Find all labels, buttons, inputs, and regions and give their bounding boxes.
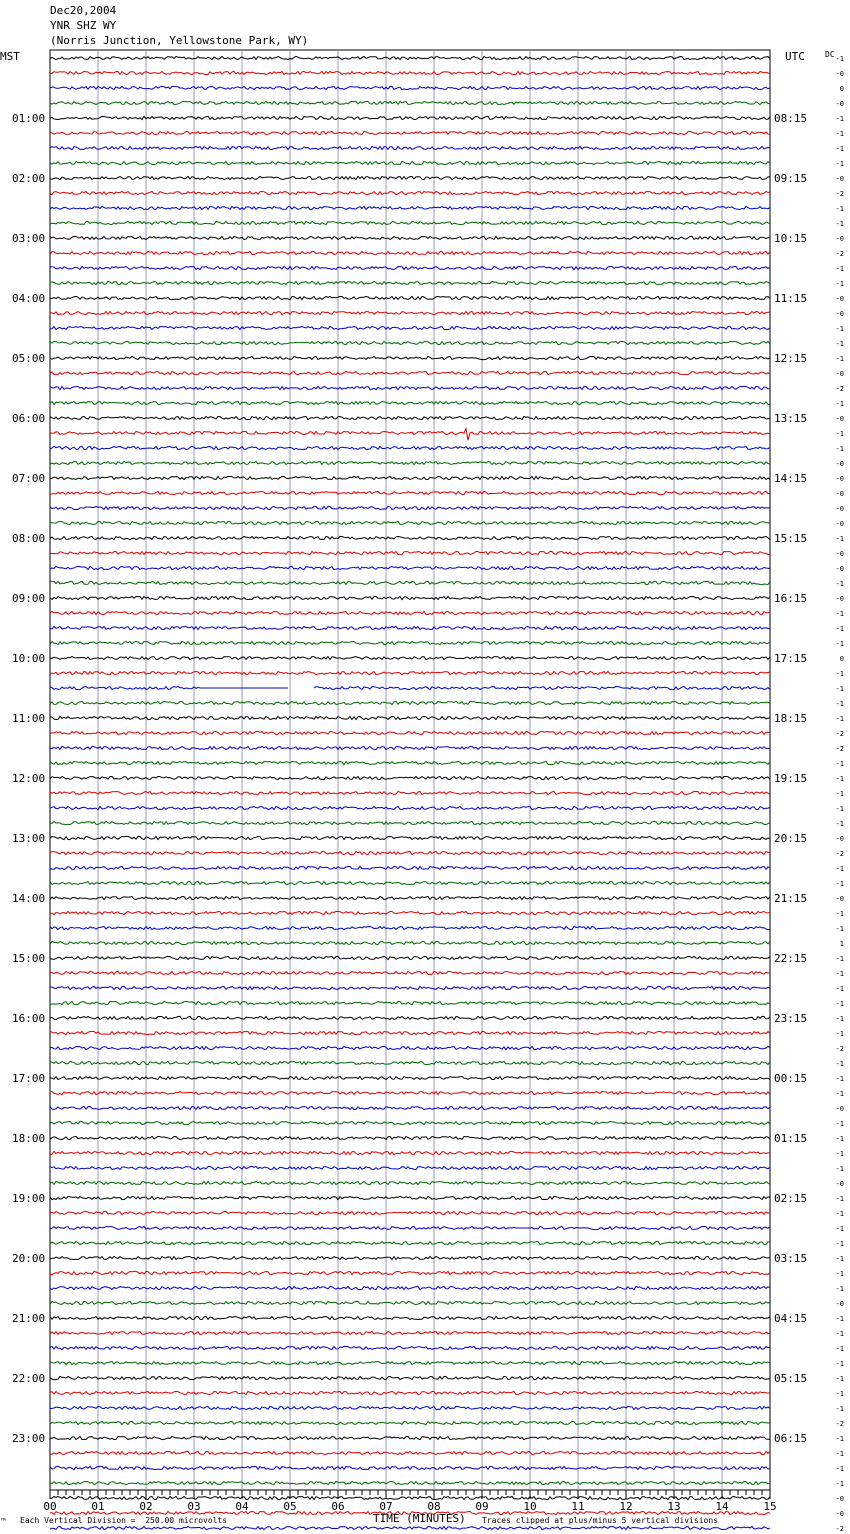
dc-offset-value: -0 (835, 1180, 844, 1188)
dc-offset-value: -0 (835, 550, 844, 558)
x-tick-label: 10 (523, 1500, 537, 1513)
trace-line (50, 551, 770, 554)
trace-line (50, 1092, 770, 1095)
dc-offset-value: -1 (835, 1315, 844, 1323)
left-hour-label: 08:00 (12, 532, 46, 545)
trace-line (50, 1301, 770, 1304)
x-tick-label: 02 (139, 1500, 153, 1513)
trace-line (50, 1436, 770, 1439)
dc-offset-value: -0 (835, 100, 844, 108)
trace-line (50, 1076, 770, 1079)
trace-line (50, 266, 770, 269)
trace-line (50, 506, 770, 509)
dc-offset-value: -0 (835, 175, 844, 183)
trace-line (50, 1271, 770, 1274)
trace-line (50, 941, 770, 944)
dc-offset-value: -1 (835, 1030, 844, 1038)
left-hour-label: 23:00 (12, 1432, 46, 1445)
dc-offset-value: -1 (835, 625, 844, 633)
clip-note: Traces clipped at plus/minus 5 vertical divisions (482, 1516, 719, 1525)
trace-line (50, 1061, 770, 1064)
dc-offset-value: -0 (835, 1105, 844, 1113)
x-tick-label: 13 (667, 1500, 681, 1513)
trace-line (50, 1481, 770, 1484)
right-hour-label: 20:15 (774, 832, 808, 845)
trace-line (50, 1031, 770, 1034)
dc-offset-value: -2 (835, 385, 844, 393)
right-hour-label: 06:15 (774, 1432, 808, 1445)
dc-offset-value: -1 (835, 1285, 844, 1293)
trace-line (50, 611, 770, 614)
x-tick-label: 07 (379, 1500, 393, 1513)
right-hour-label: 13:15 (774, 412, 808, 425)
trace-line (50, 1241, 770, 1244)
dc-offset-value: -1 (835, 535, 844, 543)
dc-offset-value: -1 (835, 970, 844, 978)
dc-offset-value: -1 (835, 1195, 844, 1203)
x-tick-label: 05 (283, 1500, 297, 1513)
dc-offset-value: -1 (835, 1375, 844, 1383)
dc-offset-value: -1 (835, 445, 844, 453)
trace-line (50, 1527, 770, 1530)
left-timezone-label: MST (0, 50, 20, 63)
dc-offset-value: -2 (835, 190, 844, 198)
dc-offset-value: -1 (835, 280, 844, 288)
trace-line (50, 191, 770, 194)
dc-offset-value: -0 (835, 505, 844, 513)
right-hour-label: 16:15 (774, 592, 808, 605)
trace-line (50, 1346, 770, 1349)
right-hour-label: 04:15 (774, 1312, 808, 1325)
trace-line (50, 476, 770, 479)
trace-line (50, 1226, 770, 1229)
x-tick-label: 08 (427, 1500, 441, 1513)
dc-offset-value: -1 (835, 1345, 844, 1353)
trace-line (50, 581, 770, 584)
trace-line (50, 281, 770, 284)
left-hour-label: 15:00 (12, 952, 46, 965)
dc-offset-value: -0 (835, 415, 844, 423)
x-axis-title: TIME (MINUTES) (373, 1512, 466, 1525)
dc-offset-value: -1 (835, 775, 844, 783)
trace-line (50, 851, 770, 854)
x-tick-label: 04 (235, 1500, 249, 1513)
dc-offset-value: -1 (835, 430, 844, 438)
x-tick-label: 09 (475, 1500, 489, 1513)
dc-offset-value: -2 (835, 1045, 844, 1053)
dc-offset-value: -1 (835, 910, 844, 918)
trace-line (50, 251, 770, 254)
trace-line (50, 641, 770, 644)
station-location: (Norris Junction, Yellowstone Park, WY) (50, 34, 309, 47)
x-tick-label: 00 (43, 1500, 57, 1513)
trace-line (50, 836, 770, 839)
left-hour-label: 22:00 (12, 1372, 46, 1385)
dc-offset-value: -0 (835, 835, 844, 843)
trace-line (50, 1421, 770, 1424)
left-hour-label: 16:00 (12, 1012, 46, 1025)
dc-offset-value: -1 (835, 130, 844, 138)
left-hour-label: 18:00 (12, 1132, 46, 1145)
dc-offset-value: 1 (839, 940, 844, 948)
trace-line (50, 1331, 770, 1334)
trace-line (50, 416, 770, 419)
dc-offset-value: -1 (835, 145, 844, 153)
dc-offset-value: -1 (835, 1405, 844, 1413)
trace-line (50, 206, 770, 209)
dc-offset-value: -1 (835, 880, 844, 888)
trace-line (50, 761, 770, 764)
dc-offset-value: -2 (835, 850, 844, 858)
left-hour-label: 12:00 (12, 772, 46, 785)
trace-line (50, 1376, 770, 1379)
trace-line (50, 386, 770, 389)
dc-offset-value: -1 (835, 1120, 844, 1128)
dc-offset-value: -1 (835, 55, 844, 63)
dc-offset-value: -1 (835, 1360, 844, 1368)
dc-offset-value: -0 (835, 595, 844, 603)
trace-line (50, 566, 770, 569)
plot-date: Dec20,2004 (50, 4, 117, 17)
dc-offset-value: -1 (835, 955, 844, 963)
dc-offset-value: -1 (835, 670, 844, 678)
dc-offset-value: -1 (835, 355, 844, 363)
left-hour-label: 19:00 (12, 1192, 46, 1205)
dc-offset-value: -1 (835, 205, 844, 213)
trace-line (50, 626, 770, 629)
trace-line (50, 1121, 770, 1124)
dc-offset-value: -0 (835, 490, 844, 498)
dc-offset-value: -0 (835, 370, 844, 378)
dc-offset-value: -1 (835, 340, 844, 348)
trace-line (50, 776, 770, 779)
scale-note: Each Vertical Division = 250.00 microvolts (20, 1516, 228, 1525)
trace-line (50, 686, 770, 689)
dc-offset-value: -1 (835, 1480, 844, 1488)
dc-offset-value: -1 (835, 1240, 844, 1248)
dc-offset-value: -2 (835, 730, 844, 738)
dc-offset-value: -1 (835, 1015, 844, 1023)
dc-offset-value: -0 (835, 895, 844, 903)
trace-line (50, 56, 770, 59)
trace-line (50, 521, 770, 524)
dc-offset-value: -1 (835, 1090, 844, 1098)
x-tick-label: 12 (619, 1500, 633, 1513)
trace-line (50, 1016, 770, 1019)
trace-line (50, 716, 770, 719)
dc-offset-value: -1 (835, 265, 844, 273)
trace-line (50, 1316, 770, 1319)
right-hour-label: 01:15 (774, 1132, 808, 1145)
right-hour-label: 05:15 (774, 1372, 808, 1385)
left-hour-label: 01:00 (12, 112, 46, 125)
trace-line (50, 429, 770, 441)
dc-offset-value: -1 (835, 1135, 844, 1143)
dc-offset-value: -1 (835, 685, 844, 693)
dc-offset-value: -2 (835, 745, 844, 753)
trace-line (50, 1361, 770, 1364)
dc-offset-header: DC (825, 50, 835, 59)
trace-line (50, 1391, 770, 1394)
dc-offset-value: -1 (835, 700, 844, 708)
trace-line (50, 1496, 770, 1499)
trace-line (50, 86, 770, 89)
right-hour-label: 15:15 (774, 532, 808, 545)
trace-line (50, 491, 770, 494)
trace-line (50, 896, 770, 899)
dc-offset-value: -1 (835, 160, 844, 168)
trace-line (50, 1151, 770, 1154)
trace-line (50, 536, 770, 539)
left-hour-label: 11:00 (12, 712, 46, 725)
dc-offset-value: -1 (835, 640, 844, 648)
dc-offset-value: -1 (835, 1150, 844, 1158)
trace-line (50, 71, 770, 74)
x-tick-label: 15 (763, 1500, 777, 1513)
dc-offset-value: -1 (835, 220, 844, 228)
trace-line (50, 1466, 770, 1469)
left-hour-label: 07:00 (12, 472, 46, 485)
dc-offset-value: -1 (835, 715, 844, 723)
x-tick-label: 03 (187, 1500, 201, 1513)
dc-offset-value: -1 (835, 400, 844, 408)
trace-line (50, 1406, 770, 1409)
dc-offset-value: -1 (835, 1165, 844, 1173)
dc-offset-value: -0 (835, 520, 844, 528)
x-tick-label: 14 (715, 1500, 729, 1513)
dc-offset-value: -0 (835, 70, 844, 78)
trace-line (50, 701, 770, 704)
trace-line (50, 956, 770, 959)
left-hour-label: 06:00 (12, 412, 46, 425)
trace-line (50, 146, 770, 149)
trace-line (50, 311, 770, 314)
dc-offset-value: -1 (835, 115, 844, 123)
right-hour-label: 17:15 (774, 652, 808, 665)
trace-line (50, 1046, 770, 1049)
left-hour-label: 05:00 (12, 352, 46, 365)
trace-line (50, 986, 770, 989)
trace-line (50, 161, 770, 164)
trace-line (50, 131, 770, 134)
trace-line (50, 926, 770, 929)
right-hour-label: 08:15 (774, 112, 808, 125)
dc-offset-value: -1 (835, 925, 844, 933)
trace-line (50, 1181, 770, 1184)
x-tick-label: 01 (91, 1500, 105, 1513)
trace-line (50, 236, 770, 239)
dc-offset-value: -0 (835, 295, 844, 303)
dc-offset-value: -1 (835, 865, 844, 873)
dc-offset-value: -1 (835, 325, 844, 333)
left-hour-label: 21:00 (12, 1312, 46, 1325)
dc-offset-value: -1 (835, 1255, 844, 1263)
trace-line (50, 101, 770, 104)
dc-offset-value: -1 (835, 580, 844, 588)
left-hour-label: 10:00 (12, 652, 46, 665)
trace-line (50, 401, 770, 404)
trace-line (50, 1001, 770, 1004)
trace-line (50, 1136, 770, 1139)
left-hour-label: 13:00 (12, 832, 46, 845)
dc-offset-value: -0 (835, 460, 844, 468)
left-hour-label: 14:00 (12, 892, 46, 905)
trace-line (50, 1256, 770, 1259)
dc-offset-value: -1 (835, 1390, 844, 1398)
right-hour-label: 10:15 (774, 232, 808, 245)
right-hour-label: 22:15 (774, 952, 808, 965)
dc-offset-value: -2 (835, 1525, 844, 1533)
dc-offset-value: -1 (835, 805, 844, 813)
trace-line (50, 881, 770, 884)
footer-mark: ™ (1, 1517, 6, 1526)
left-hour-label: 04:00 (12, 292, 46, 305)
trace-line (50, 356, 770, 359)
trace-line (50, 866, 770, 869)
trace-line (50, 1106, 770, 1109)
right-hour-label: 02:15 (774, 1192, 808, 1205)
dc-offset-value: -0 (835, 1300, 844, 1308)
trace-line (50, 446, 770, 449)
dc-offset-value: -1 (835, 820, 844, 828)
trace-line (50, 1286, 770, 1289)
dc-offset-value: -1 (835, 1225, 844, 1233)
dc-offset-value: -1 (835, 1060, 844, 1068)
dc-offset-value: -1 (835, 1075, 844, 1083)
dc-offset-value: -1 (835, 1000, 844, 1008)
station-code: YNR SHZ WY (50, 19, 117, 32)
dc-offset-value: -1 (835, 1330, 844, 1338)
right-hour-label: 21:15 (774, 892, 808, 905)
trace-line (50, 657, 770, 660)
dc-offset-value: -1 (835, 1210, 844, 1218)
dc-offset-value: -2 (835, 250, 844, 258)
right-hour-label: 23:15 (774, 1012, 808, 1025)
right-hour-label: 12:15 (774, 352, 808, 365)
right-hour-label: 14:15 (774, 472, 808, 485)
dc-offset-value: -0 (835, 565, 844, 573)
trace-line (50, 791, 770, 794)
dc-offset-value: -1 (835, 790, 844, 798)
right-hour-label: 09:15 (774, 172, 808, 185)
right-hour-label: 00:15 (774, 1072, 808, 1085)
dc-offset-value: -2 (835, 1420, 844, 1428)
trace-line (50, 596, 770, 599)
dc-offset-value: 0 (839, 85, 844, 93)
trace-line (50, 821, 770, 824)
dc-offset-value: -0 (835, 235, 844, 243)
dc-offset-value: -0 (835, 475, 844, 483)
dc-offset-value: -1 (835, 1435, 844, 1443)
dc-offset-value: -0 (835, 310, 844, 318)
trace-line (50, 1166, 770, 1169)
trace-line (50, 671, 770, 674)
dc-offset-value: -1 (835, 1450, 844, 1458)
trace-line (50, 461, 770, 464)
trace-line (50, 176, 770, 179)
x-tick-label: 06 (331, 1500, 345, 1513)
left-hour-label: 17:00 (12, 1072, 46, 1085)
right-timezone-label: UTC (785, 50, 805, 63)
left-hour-label: 20:00 (12, 1252, 46, 1265)
trace-line (50, 326, 770, 329)
dc-offset-value: -1 (835, 1465, 844, 1473)
trace-line (50, 746, 770, 749)
trace-line (50, 296, 770, 299)
right-hour-label: 19:15 (774, 772, 808, 785)
trace-line (50, 806, 770, 809)
trace-line (50, 1196, 770, 1199)
left-hour-label: 03:00 (12, 232, 46, 245)
trace-line (50, 911, 770, 914)
trace-line (50, 971, 770, 974)
right-hour-label: 11:15 (774, 292, 808, 305)
dc-offset-value: 0 (839, 655, 844, 663)
left-hour-label: 09:00 (12, 592, 46, 605)
trace-line (50, 116, 770, 119)
x-tick-label: 11 (571, 1500, 585, 1513)
dc-offset-value: -0 (835, 1510, 844, 1518)
dc-offset-value: -1 (835, 1270, 844, 1278)
dc-offset-value: -1 (835, 610, 844, 618)
right-hour-label: 03:15 (774, 1252, 808, 1265)
dc-offset-value: -1 (835, 985, 844, 993)
trace-line (50, 1451, 770, 1454)
right-hour-label: 18:15 (774, 712, 808, 725)
trace-line (50, 341, 770, 344)
left-hour-label: 02:00 (12, 172, 46, 185)
dc-offset-value: -1 (835, 760, 844, 768)
trace-line (50, 1211, 770, 1214)
trace-line (50, 731, 770, 734)
trace-line (50, 371, 770, 374)
dc-offset-value: -0 (835, 1495, 844, 1503)
trace-line (50, 221, 770, 224)
